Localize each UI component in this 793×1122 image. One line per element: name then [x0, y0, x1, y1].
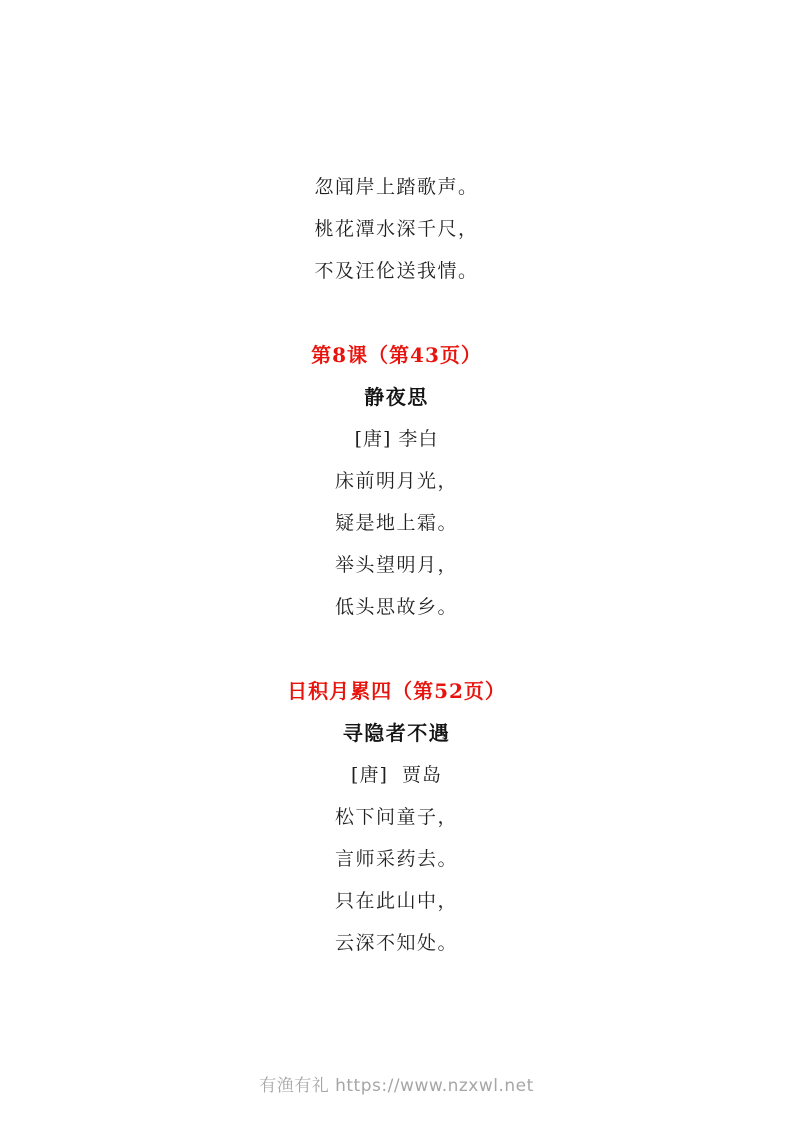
poem-line: 疑是地上霜。 [334, 512, 458, 534]
watermark-text: 有渔有礼 https://www.nzxwl.net [259, 1076, 534, 1096]
poem-title: 寻隐者不遇 [342, 721, 451, 745]
poem-author: [唐] 贾岛 [351, 764, 442, 786]
poem-line: 只在此山中， [334, 890, 458, 912]
poem-line: 云深不知处。 [334, 932, 458, 954]
poem-line: 松下问童子， [334, 806, 458, 828]
poem-line: 举头望明月， [334, 554, 458, 576]
poem-line: 低头思故乡。 [334, 596, 458, 618]
lesson-heading: 第8课（第43页） [311, 343, 482, 367]
poem-line: 不及汪伦送我情。 [314, 260, 479, 282]
poem-author: [唐] 李白 [354, 428, 439, 450]
lesson-section-xunyinzhebuyu [0, 670, 793, 964]
poem-line: 床前明月光， [334, 470, 458, 492]
lesson-section-jingyesi [0, 334, 793, 628]
poem-line: 言师采药去。 [334, 848, 458, 870]
poem-line: 忽闻岸上踏歌声。 [314, 176, 479, 198]
poem-line: 桃花潭水深千尺， [314, 218, 479, 240]
poem-continuation-zengwanglun [0, 166, 793, 292]
lesson-heading: 日积月累四（第52页） [287, 679, 506, 703]
poem-title: 静夜思 [364, 385, 429, 409]
